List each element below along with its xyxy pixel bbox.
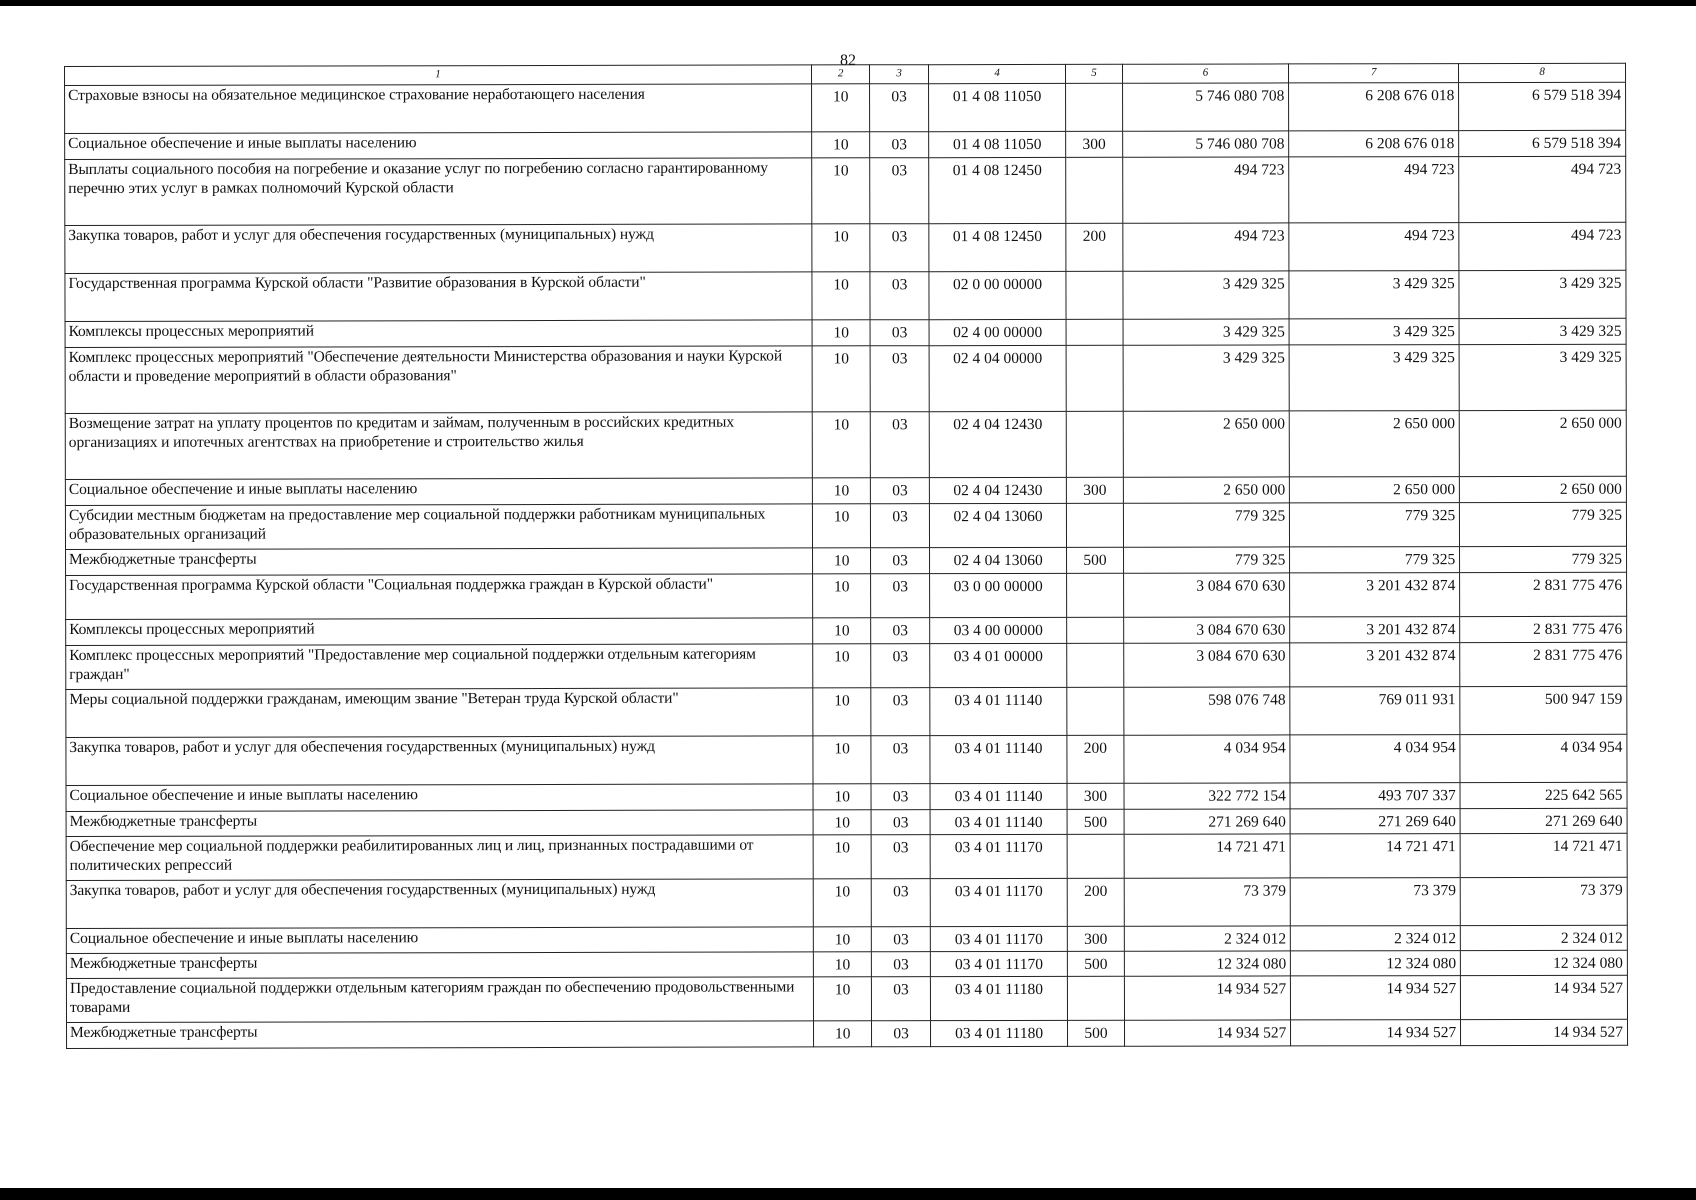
- cell-expense-type: [1067, 834, 1123, 878]
- cell-target-article: 02 4 04 12430: [929, 477, 1067, 503]
- column-header: 8: [1459, 63, 1626, 82]
- cell-expense-type: 300: [1066, 131, 1122, 157]
- cell-section: 10: [813, 977, 872, 1021]
- cell-amount-col7: 2 650 000: [1290, 477, 1460, 503]
- cell-expense-type: 200: [1068, 878, 1124, 926]
- table-row: [66, 546, 1627, 575]
- cell-subsection: 03: [870, 272, 929, 320]
- cell-subsection: 03: [871, 478, 930, 504]
- table-row: [66, 808, 1627, 836]
- cell-subsection: 03: [871, 618, 930, 644]
- cell-amount-col7: 6 208 676 018: [1289, 131, 1459, 157]
- cell-amount-col6: 73 379: [1124, 878, 1291, 926]
- table-row: [67, 1019, 1628, 1048]
- cell-subsection: 03: [871, 736, 930, 784]
- cell-subsection: 03: [871, 548, 930, 574]
- cell-amount-col6: 14 721 471: [1124, 834, 1291, 878]
- column-header: 5: [1066, 64, 1122, 83]
- table-row: [66, 950, 1627, 978]
- cell-target-article: 03 4 01 00000: [930, 643, 1068, 687]
- cell-target-article: 03 4 01 11140: [930, 687, 1068, 735]
- cell-amount-col6: 3 084 670 630: [1123, 617, 1290, 643]
- cell-amount-col6: 779 325: [1123, 503, 1290, 547]
- cell-name: Социальное обеспечение и иные выплаты населению: [65, 478, 812, 506]
- cell-target-article: 02 4 04 00000: [929, 345, 1067, 411]
- cell-amount-col7: 73 379: [1291, 878, 1461, 926]
- cell-expense-type: [1067, 643, 1123, 687]
- cell-target-article: 03 4 01 11170: [930, 951, 1068, 976]
- column-header: 6: [1122, 64, 1289, 83]
- cell-amount-col7: 3 429 325: [1289, 319, 1459, 345]
- cell-subsection: 03: [870, 346, 929, 412]
- table-row: [66, 616, 1627, 645]
- budget-table-sheet: [64, 63, 1628, 1049]
- cell-target-article: 01 4 08 11050: [928, 131, 1066, 157]
- cell-section: 10: [813, 835, 872, 879]
- scan-border-bottom: [0, 1188, 1696, 1200]
- cell-name: Социальное обеспечение и иные выплаты населению: [66, 784, 813, 812]
- cell-target-article: 01 4 08 12450: [929, 223, 1067, 271]
- cell-section: 10: [812, 132, 871, 158]
- cell-target-article: 03 4 01 11140: [930, 735, 1068, 783]
- cell-target-article: 03 4 01 11170: [930, 878, 1068, 926]
- cell-expense-type: 300: [1068, 926, 1124, 951]
- table-row: [65, 502, 1626, 549]
- cell-amount-col7: 2 650 000: [1290, 411, 1460, 477]
- cell-target-article: 02 4 04 13060: [929, 503, 1067, 547]
- cell-name: Выплаты социального пособия на погребение и оказание услуг по погребению согласно гарантированному перечню этих услуг в рамках полномочий Курской области: [65, 158, 812, 226]
- cell-section: 10: [812, 548, 871, 574]
- cell-expense-type: [1066, 345, 1122, 411]
- cell-name: Государственная программа Курской области "Развитие образования в Курской области": [65, 272, 812, 322]
- scan-border-top: [0, 0, 1696, 6]
- cell-amount-col8: 3 429 325: [1459, 344, 1626, 410]
- cell-amount-col8: 3 429 325: [1459, 270, 1626, 318]
- cell-expense-type: [1066, 83, 1122, 131]
- cell-subsection: 03: [872, 977, 931, 1021]
- cell-section: 10: [813, 1021, 872, 1047]
- cell-expense-type: [1068, 976, 1124, 1020]
- cell-expense-type: [1067, 617, 1123, 643]
- cell-name: Комплексы процессных мероприятий: [66, 618, 813, 646]
- cell-amount-col7: 14 721 471: [1290, 834, 1460, 878]
- cell-amount-col7: 493 707 337: [1290, 783, 1460, 809]
- table-row: [65, 130, 1626, 159]
- cell-amount-col8: 225 642 565: [1460, 782, 1627, 808]
- cell-subsection: 03: [872, 879, 931, 927]
- cell-section: 10: [813, 810, 872, 835]
- cell-amount-col7: 3 201 432 874: [1290, 573, 1460, 617]
- cell-section: 10: [812, 412, 871, 478]
- table-body: [65, 82, 1628, 1048]
- cell-section: 10: [812, 224, 871, 272]
- table-row: [65, 156, 1626, 225]
- cell-amount-col7: 14 934 527: [1291, 976, 1461, 1020]
- cell-name: Закупка товаров, работ и услуг для обеспечения государственных (муниципальных) нужд: [66, 879, 813, 929]
- cell-expense-type: 300: [1067, 783, 1123, 809]
- cell-amount-col7: 6 208 676 018: [1289, 83, 1459, 131]
- cell-amount-col6: 2 650 000: [1123, 477, 1290, 503]
- cell-target-article: 03 4 01 11140: [930, 809, 1068, 834]
- cell-expense-type: 200: [1067, 735, 1123, 783]
- cell-target-article: 03 4 01 11170: [930, 926, 1068, 951]
- cell-amount-col6: 12 324 080: [1124, 951, 1291, 976]
- cell-amount-col8: 4 034 954: [1460, 734, 1627, 782]
- cell-amount-col7: 4 034 954: [1290, 735, 1460, 783]
- cell-amount-col6: 3 084 670 630: [1123, 573, 1290, 617]
- cell-name: Комплекс процессных мероприятий "Предоставление мер социальной поддержки отдельным категориям граждан": [66, 644, 813, 690]
- column-header: 2: [811, 65, 869, 84]
- cell-section: 10: [812, 504, 871, 548]
- cell-amount-col8: 494 723: [1459, 222, 1626, 270]
- cell-section: 10: [813, 927, 872, 952]
- cell-subsection: 03: [870, 320, 929, 346]
- cell-expense-type: [1066, 271, 1122, 319]
- page-number: 82: [840, 52, 856, 69]
- cell-amount-col8: 14 934 527: [1461, 975, 1628, 1019]
- table-row: [66, 975, 1627, 1022]
- cell-amount-col6: 598 076 748: [1123, 687, 1290, 735]
- table-row: [66, 686, 1627, 737]
- cell-amount-col8: 3 429 325: [1459, 318, 1626, 344]
- cell-target-article: 02 4 00 00000: [929, 319, 1067, 345]
- table-row: [66, 642, 1627, 689]
- cell-amount-col7: 271 269 640: [1290, 809, 1460, 834]
- cell-section: 10: [811, 84, 870, 132]
- cell-expense-type: 500: [1068, 1020, 1124, 1046]
- cell-amount-col7: 12 324 080: [1291, 951, 1461, 976]
- cell-amount-col8: 6 579 518 394: [1459, 82, 1626, 130]
- cell-section: 10: [812, 320, 871, 346]
- cell-name: Комплекс процессных мероприятий "Обеспечение деятельности Министерства образования и науки Курской области и проведение мероприятий в области образования": [65, 346, 812, 414]
- cell-subsection: 03: [872, 927, 931, 952]
- cell-name: Комплексы процессных мероприятий: [65, 320, 812, 348]
- cell-amount-col8: 2 831 775 476: [1460, 616, 1627, 642]
- cell-expense-type: 200: [1066, 223, 1122, 271]
- cell-name: Закупка товаров, работ и услуг для обеспечения государственных (муниципальных) нужд: [66, 736, 813, 786]
- cell-expense-type: 500: [1067, 547, 1123, 573]
- cell-amount-col6: 494 723: [1122, 223, 1289, 271]
- cell-expense-type: 300: [1067, 477, 1123, 503]
- cell-target-article: 03 4 01 11170: [930, 834, 1068, 878]
- cell-amount-col6: 14 934 527: [1124, 976, 1291, 1020]
- cell-target-article: 02 0 00 00000: [929, 271, 1067, 319]
- cell-amount-col6: 3 084 670 630: [1123, 643, 1290, 687]
- cell-expense-type: [1067, 411, 1123, 477]
- column-header: 3: [870, 65, 928, 84]
- table-row: [65, 82, 1626, 133]
- cell-name: Межбюджетные трансферты: [67, 1021, 814, 1049]
- cell-amount-col8: 2 831 775 476: [1460, 642, 1627, 686]
- column-header: 4: [928, 64, 1066, 83]
- cell-subsection: 03: [872, 835, 931, 879]
- cell-subsection: 03: [871, 504, 930, 548]
- cell-amount-col8: 6 579 518 394: [1459, 130, 1626, 156]
- cell-subsection: 03: [872, 1021, 931, 1047]
- cell-section: 10: [813, 644, 872, 688]
- table-row: [66, 833, 1627, 880]
- cell-amount-col8: 12 324 080: [1461, 950, 1628, 975]
- cell-amount-col6: 4 034 954: [1123, 735, 1290, 783]
- cell-section: 10: [813, 879, 872, 927]
- cell-section: 10: [813, 574, 872, 618]
- cell-amount-col7: 3 201 432 874: [1290, 617, 1460, 643]
- table-row: [65, 344, 1626, 413]
- table-row: [66, 572, 1627, 619]
- cell-amount-col6: 3 429 325: [1123, 319, 1290, 345]
- cell-section: 10: [813, 784, 872, 810]
- cell-name: Государственная программа Курской области "Социальная поддержка граждан в Курской области": [66, 574, 813, 620]
- cell-amount-col6: 2 324 012: [1124, 926, 1291, 951]
- cell-amount-col6: 5 746 080 708: [1122, 131, 1289, 157]
- cell-target-article: 02 4 04 12430: [929, 411, 1067, 477]
- cell-amount-col7: 3 429 325: [1289, 345, 1459, 411]
- cell-expense-type: [1067, 573, 1123, 617]
- table-row: [66, 734, 1627, 785]
- cell-amount-col7: 14 934 527: [1291, 1020, 1461, 1046]
- cell-amount-col8: 500 947 159: [1460, 686, 1627, 734]
- cell-target-article: 01 4 08 12450: [929, 157, 1067, 223]
- cell-name: Социальное обеспечение и иные выплаты населению: [66, 927, 813, 954]
- cell-amount-col6: 779 325: [1123, 547, 1290, 573]
- cell-amount-col7: 779 325: [1290, 503, 1460, 547]
- cell-subsection: 03: [870, 84, 929, 132]
- column-header: 7: [1289, 64, 1459, 83]
- cell-expense-type: 500: [1067, 809, 1123, 834]
- cell-amount-col8: 2 650 000: [1460, 476, 1627, 502]
- cell-amount-col6: 5 746 080 708: [1122, 83, 1289, 131]
- cell-amount-col6: 3 429 325: [1123, 271, 1290, 319]
- cell-subsection: 03: [870, 132, 929, 158]
- cell-section: 10: [812, 158, 871, 224]
- cell-section: 10: [813, 736, 872, 784]
- cell-subsection: 03: [871, 784, 930, 810]
- cell-subsection: 03: [870, 158, 929, 224]
- cell-amount-col6: 3 429 325: [1123, 345, 1290, 411]
- cell-amount-col7: 2 324 012: [1291, 926, 1461, 951]
- cell-amount-col8: 2 324 012: [1461, 925, 1628, 950]
- cell-amount-col8: 779 325: [1460, 546, 1627, 572]
- cell-subsection: 03: [871, 688, 930, 736]
- cell-target-article: 03 4 00 00000: [930, 617, 1068, 643]
- cell-target-article: 03 0 00 00000: [929, 573, 1067, 617]
- cell-amount-col7: 779 325: [1290, 547, 1460, 573]
- cell-amount-col8: 271 269 640: [1460, 808, 1627, 833]
- cell-name: Межбюджетные трансферты: [66, 952, 813, 979]
- cell-subsection: 03: [871, 644, 930, 688]
- cell-subsection: 03: [871, 810, 930, 835]
- cell-subsection: 03: [871, 574, 930, 618]
- cell-amount-col8: 2 650 000: [1459, 410, 1626, 476]
- cell-amount-col8: 2 831 775 476: [1460, 572, 1627, 616]
- table-row: [65, 476, 1626, 505]
- table-row: [65, 222, 1626, 273]
- cell-name: Предоставление социальной поддержки отдельным категориям граждан по обеспечению продовольственными товарами: [66, 977, 813, 1023]
- cell-amount-col8: 14 934 527: [1461, 1019, 1628, 1045]
- cell-section: 10: [812, 346, 871, 412]
- cell-target-article: 03 4 01 11140: [930, 783, 1068, 809]
- cell-amount-col6: 2 650 000: [1123, 411, 1290, 477]
- cell-expense-type: [1066, 319, 1122, 345]
- cell-name: Социальное обеспечение и иные выплаты населению: [65, 132, 812, 160]
- cell-amount-col6: 271 269 640: [1124, 809, 1291, 834]
- cell-amount-col7: 494 723: [1289, 157, 1459, 223]
- cell-amount-col8: 14 721 471: [1460, 833, 1627, 877]
- table-row: [65, 318, 1626, 347]
- cell-name: Субсидии местным бюджетам на предоставление мер социальной поддержки работникам муниципальных образовательных организаций: [65, 504, 812, 550]
- cell-section: 10: [812, 478, 871, 504]
- cell-target-article: 03 4 01 11180: [930, 976, 1068, 1020]
- cell-amount-col7: 769 011 931: [1290, 687, 1460, 735]
- table-row: [66, 877, 1627, 928]
- cell-amount-col8: 494 723: [1459, 156, 1626, 222]
- table-row: [66, 782, 1627, 811]
- table-row: [65, 410, 1626, 479]
- cell-subsection: 03: [870, 224, 929, 272]
- cell-name: Закупка товаров, работ и услуг для обеспечения государственных (муниципальных) нужд: [65, 224, 812, 274]
- cell-amount-col7: 3 429 325: [1289, 271, 1459, 319]
- cell-subsection: 03: [872, 952, 931, 977]
- cell-expense-type: [1067, 687, 1123, 735]
- table-row: [65, 270, 1626, 321]
- cell-section: 10: [812, 272, 871, 320]
- cell-target-article: 02 4 04 13060: [929, 547, 1067, 573]
- cell-amount-col7: 494 723: [1289, 223, 1459, 271]
- budget-table: [64, 63, 1628, 1049]
- cell-name: Страховые взносы на обязательное медицинское страхование неработающего населения: [65, 84, 812, 134]
- cell-name: Обеспечение мер социальной поддержки реабилитированных лиц и лиц, признанных пострадавшими от политических репрессий: [66, 835, 813, 881]
- column-header: 1: [65, 65, 812, 86]
- cell-amount-col6: 322 772 154: [1124, 783, 1291, 809]
- cell-expense-type: [1067, 503, 1123, 547]
- cell-expense-type: [1066, 157, 1122, 223]
- cell-name: Возмещение затрат на уплату процентов по кредитам и займам, полученным в российских кредитных организациях и ипотечных агентствах на приобретение и строительство жилья: [65, 412, 812, 480]
- cell-amount-col7: 3 201 432 874: [1290, 643, 1460, 687]
- cell-subsection: 03: [871, 412, 930, 478]
- table-row: [66, 925, 1627, 953]
- cell-expense-type: 500: [1068, 951, 1124, 976]
- cell-amount-col6: 14 934 527: [1124, 1020, 1291, 1046]
- cell-section: 10: [813, 688, 872, 736]
- cell-name: Меры социальной поддержки гражданам, имеющим звание "Ветеран труда Курской области": [66, 688, 813, 738]
- cell-target-article: 03 4 01 11180: [930, 1020, 1068, 1046]
- cell-amount-col6: 494 723: [1122, 157, 1289, 223]
- cell-target-article: 01 4 08 11050: [928, 83, 1066, 131]
- cell-section: 10: [813, 952, 872, 977]
- cell-amount-col8: 73 379: [1460, 877, 1627, 925]
- cell-name: Межбюджетные трансферты: [66, 810, 813, 837]
- cell-amount-col8: 779 325: [1460, 502, 1627, 546]
- cell-name: Межбюджетные трансферты: [66, 548, 813, 576]
- cell-section: 10: [813, 618, 872, 644]
